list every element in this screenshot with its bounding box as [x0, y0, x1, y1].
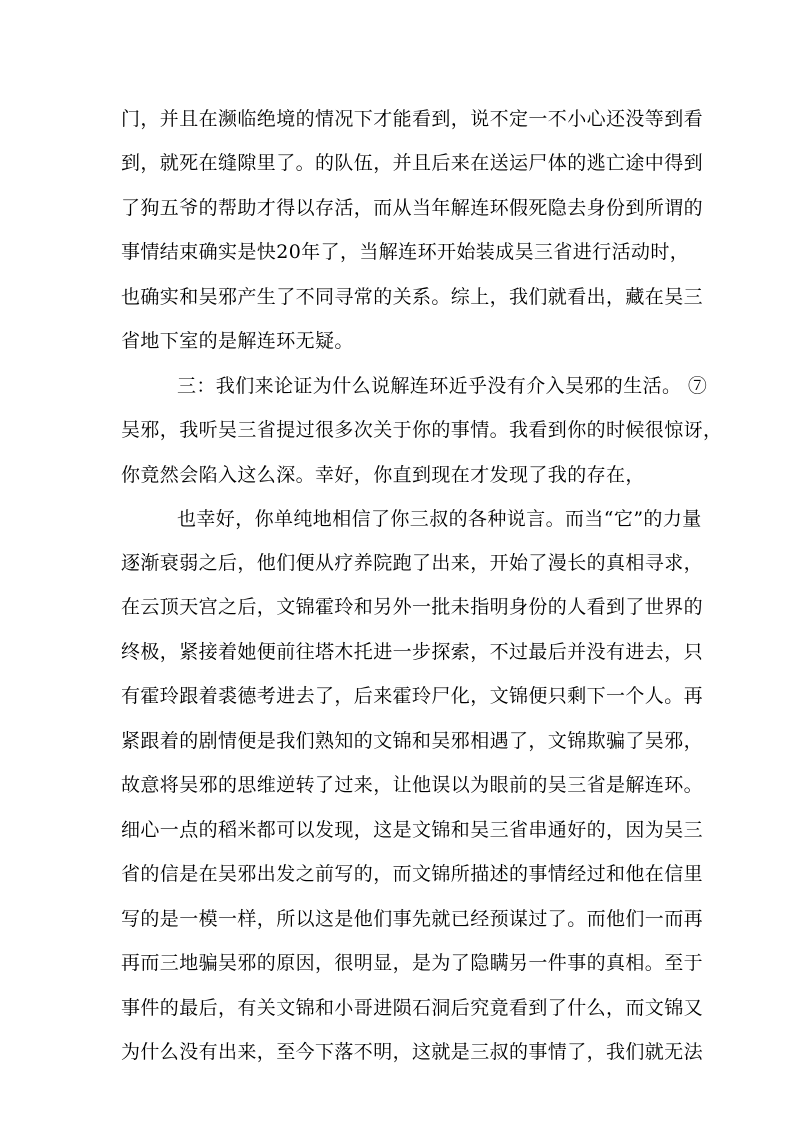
section-heading: 三：我们来论证为什么说解连环近乎没有介入吴邪的生活。 ⑦ — [177, 375, 708, 397]
text-line: 事件的最后，有关文锦和小哥进陨石洞后究竟看到了什么，而文锦又 — [121, 997, 704, 1019]
text-line: 省的信是在吴邪出发之前写的，而文锦所描述的事情经过和他在信里 — [121, 863, 704, 885]
text-line: 了狗五爷的帮助才得以存活，而从当年解连环假死隐去身份到所谓的 — [121, 197, 704, 219]
text-line: 紧跟着的剧情便是我们熟知的文锦和吴邪相遇了，文锦欺骗了吴邪， — [121, 730, 704, 752]
text-line: 也确实和吴邪产生了不同寻常的关系。综上，我们就看出，藏在吴三 — [121, 286, 704, 308]
text-line: 也幸好，你单纯地相信了你三叔的各种说言。而当“它”的力量 — [177, 508, 702, 530]
text-line: 你竟然会陷入这么深。幸好，你直到现在才发现了我的存在， — [121, 464, 645, 486]
text-line: 故意将吴邪的思维逆转了过来，让他误以为眼前的吴三省是解连环。 — [121, 774, 704, 796]
text-line: 省地下室的是解连环无疑。 — [121, 330, 354, 352]
text-line: 门，并且在濒临绝境的情况下才能看到，说不定一不小心还没等到看 — [121, 108, 704, 130]
text-line: 吴邪，我听吴三省提过很多次关于你的事情。我看到你的时候很惊讶， — [121, 419, 723, 441]
text-line: 逐渐衰弱之后，他们便从疗养院跑了出来，开始了漫长的真相寻求， — [121, 552, 704, 574]
text-line: 有霍玲跟着裘德考进去了，后来霍玲尸化，文锦便只剩下一个人。再 — [121, 685, 704, 707]
text-line: 写的是一模一样，所以这是他们事先就已经预谋过了。而他们一而再 — [121, 908, 704, 930]
text-line: 细心一点的稻米都可以发现，这是文锦和吴三省串通好的，因为吴三 — [121, 819, 704, 841]
text-line: 终极，紧接着她便前往塔木托进一步探索，不过最后并没有进去，只 — [121, 641, 704, 663]
text-line: 在云顶天宫之后，文锦霍玲和另外一批未指明身份的人看到了世界的 — [121, 596, 704, 618]
text-line: 事情结束确实是快20年了，当解连环开始装成吴三省进行活动时， — [121, 241, 690, 263]
text-line: 到，就死在缝隙里了。的队伍，并且后来在送运尸体的逃亡途中得到 — [121, 152, 704, 174]
text-line: 再而三地骗吴邪的原因，很明显，是为了隐瞒另一件事的真相。至于 — [121, 952, 704, 974]
text-line: 为什么没有出来，至今下落不明，这就是三叔的事情了，我们就无法 — [121, 1041, 704, 1063]
